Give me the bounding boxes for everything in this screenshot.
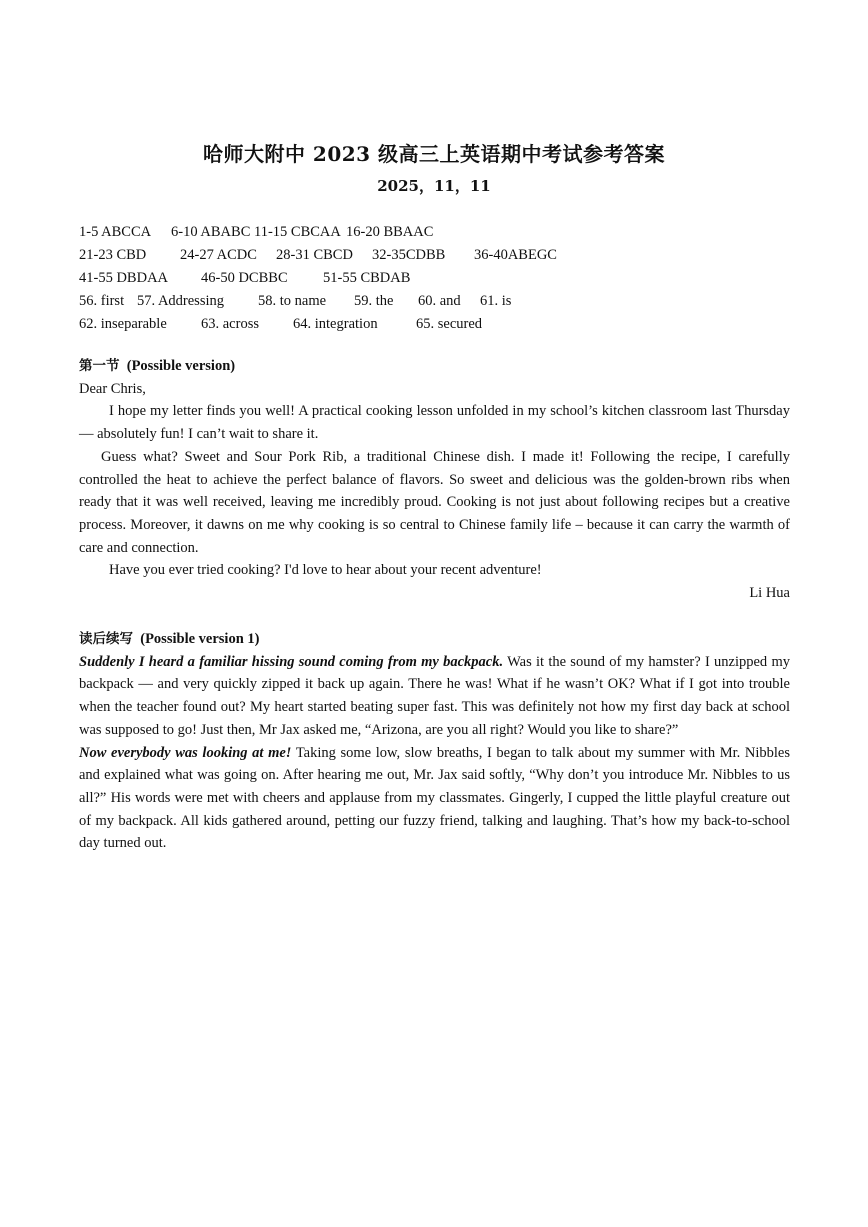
- answer-item: 65. secured: [416, 316, 483, 332]
- answer-row-2: [79, 244, 799, 267]
- section-heading-cn: 第一节: [79, 358, 120, 374]
- letter-paragraph: Guess what? Sweet and Sour Pork Rib, a traditional Chinese dish. I made it! Following the recipe, I carefully controlled the heat to achieve the perfect balance of flavors. So sweet and delicious was the golden-brown ribs when ready that it was well received, leaving me incredibly proud. Cooking is not just about following recipes but a creative process. Moreover, it dawns on me why cooking is so central to Chinese family life – because it can carry the warmth of care and connection.: [79, 448, 790, 556]
- page-title: 哈师大附中 2023 级高三上英语期中考试参考答案: [202, 142, 666, 166]
- answer-item: 58. to name: [258, 293, 327, 309]
- answer-group: 46-50 DCBBC: [201, 270, 288, 286]
- answer-row-3: [79, 267, 799, 290]
- answer-item: 57. Addressing: [137, 293, 224, 309]
- letter-signature: Li Hua: [749, 585, 790, 602]
- answer-group: 24-27 ACDC: [180, 247, 257, 263]
- section-heading: [79, 355, 790, 378]
- answer-item: 64. integration: [293, 316, 378, 332]
- section-writing-letter: [79, 355, 790, 605]
- answer-item: 60. and: [418, 293, 461, 309]
- story-paragraph-2: [79, 742, 790, 856]
- answer-item: 62. inseparable: [79, 316, 167, 332]
- answer-group: 28-31 CBCD: [276, 247, 353, 263]
- section-heading-en: (Possible version): [126, 358, 236, 374]
- answer-group: 51-55 CBDAB: [323, 270, 411, 286]
- answer-item: 56. first: [79, 293, 125, 309]
- answer-item: 63. across: [201, 316, 259, 332]
- answer-group: 41-55 DBDAA: [79, 270, 169, 286]
- letter-paragraph: Have you ever tried cooking? I'd love to hear about your recent adventure!: [109, 562, 542, 579]
- story-lead-sentence: Now everybody was looking at me!: [79, 744, 292, 761]
- section-heading-en: (Possible version 1): [140, 631, 260, 647]
- letter-paragraph: I hope my letter finds you well! A practical cooking lesson unfolded in my school’s kitchen classroom last Thursday— absolutely fun! I can’t wait to share it.: [79, 403, 790, 443]
- answer-row-1: [79, 221, 799, 244]
- answer-group: 21-23 CBD: [79, 247, 147, 263]
- section-heading-cn: 读后续写: [79, 631, 133, 647]
- section-continuation-writing: [79, 628, 790, 855]
- answer-group: 32-35CDBB: [372, 247, 446, 263]
- answer-key: [79, 221, 799, 336]
- story-text: Was it the sound of my hamster? I unzipped my backpack — and very quickly zipped it back up again. There he was! What if he wasn’t OK? What if I got into trouble when the teacher found out? My heart started beating super fast. This was definitely not how my first day back at school was supposed to go! Just then, Mr Jax asked me, “Arizona, are you all right? Would you like to share?”: [79, 653, 790, 738]
- answer-row-4: [79, 290, 799, 313]
- answer-item: 59. the: [354, 293, 394, 309]
- answer-row-5: [79, 313, 799, 336]
- answer-group: 6-10 ABABC: [171, 224, 251, 240]
- answer-group: 16-20 BBAAC: [346, 224, 434, 240]
- story-text: Taking some low, slow breaths, I began to talk about my summer with Mr. Nibbles and explained what was going on. After hearing me out, Mr. Jax said softly, “Why don’t you introduce Mr. Nibbles to us all?” His words were met with cheers and applause from my classmates. Gingerly, I cupped the little playful creature out of my backpack. All kids gathered around, petting our fuzzy friend, talking and laughing. That’s how my back-to-school day turned out.: [79, 744, 790, 852]
- answer-item: 61. is: [480, 293, 512, 309]
- story-lead-sentence: Suddenly I heard a familiar hissing sound coming from my backpack.: [79, 653, 504, 670]
- letter-salutation: Dear Chris,: [79, 380, 146, 397]
- answer-group: 36-40ABEGC: [474, 247, 557, 263]
- story-paragraph-1: [79, 651, 790, 742]
- exam-date: 2025，11，11: [377, 177, 491, 195]
- answer-group: 1-5 ABCCA: [79, 224, 152, 240]
- answer-group: 11-15 CBCAA: [254, 224, 341, 240]
- section-heading: [79, 628, 790, 651]
